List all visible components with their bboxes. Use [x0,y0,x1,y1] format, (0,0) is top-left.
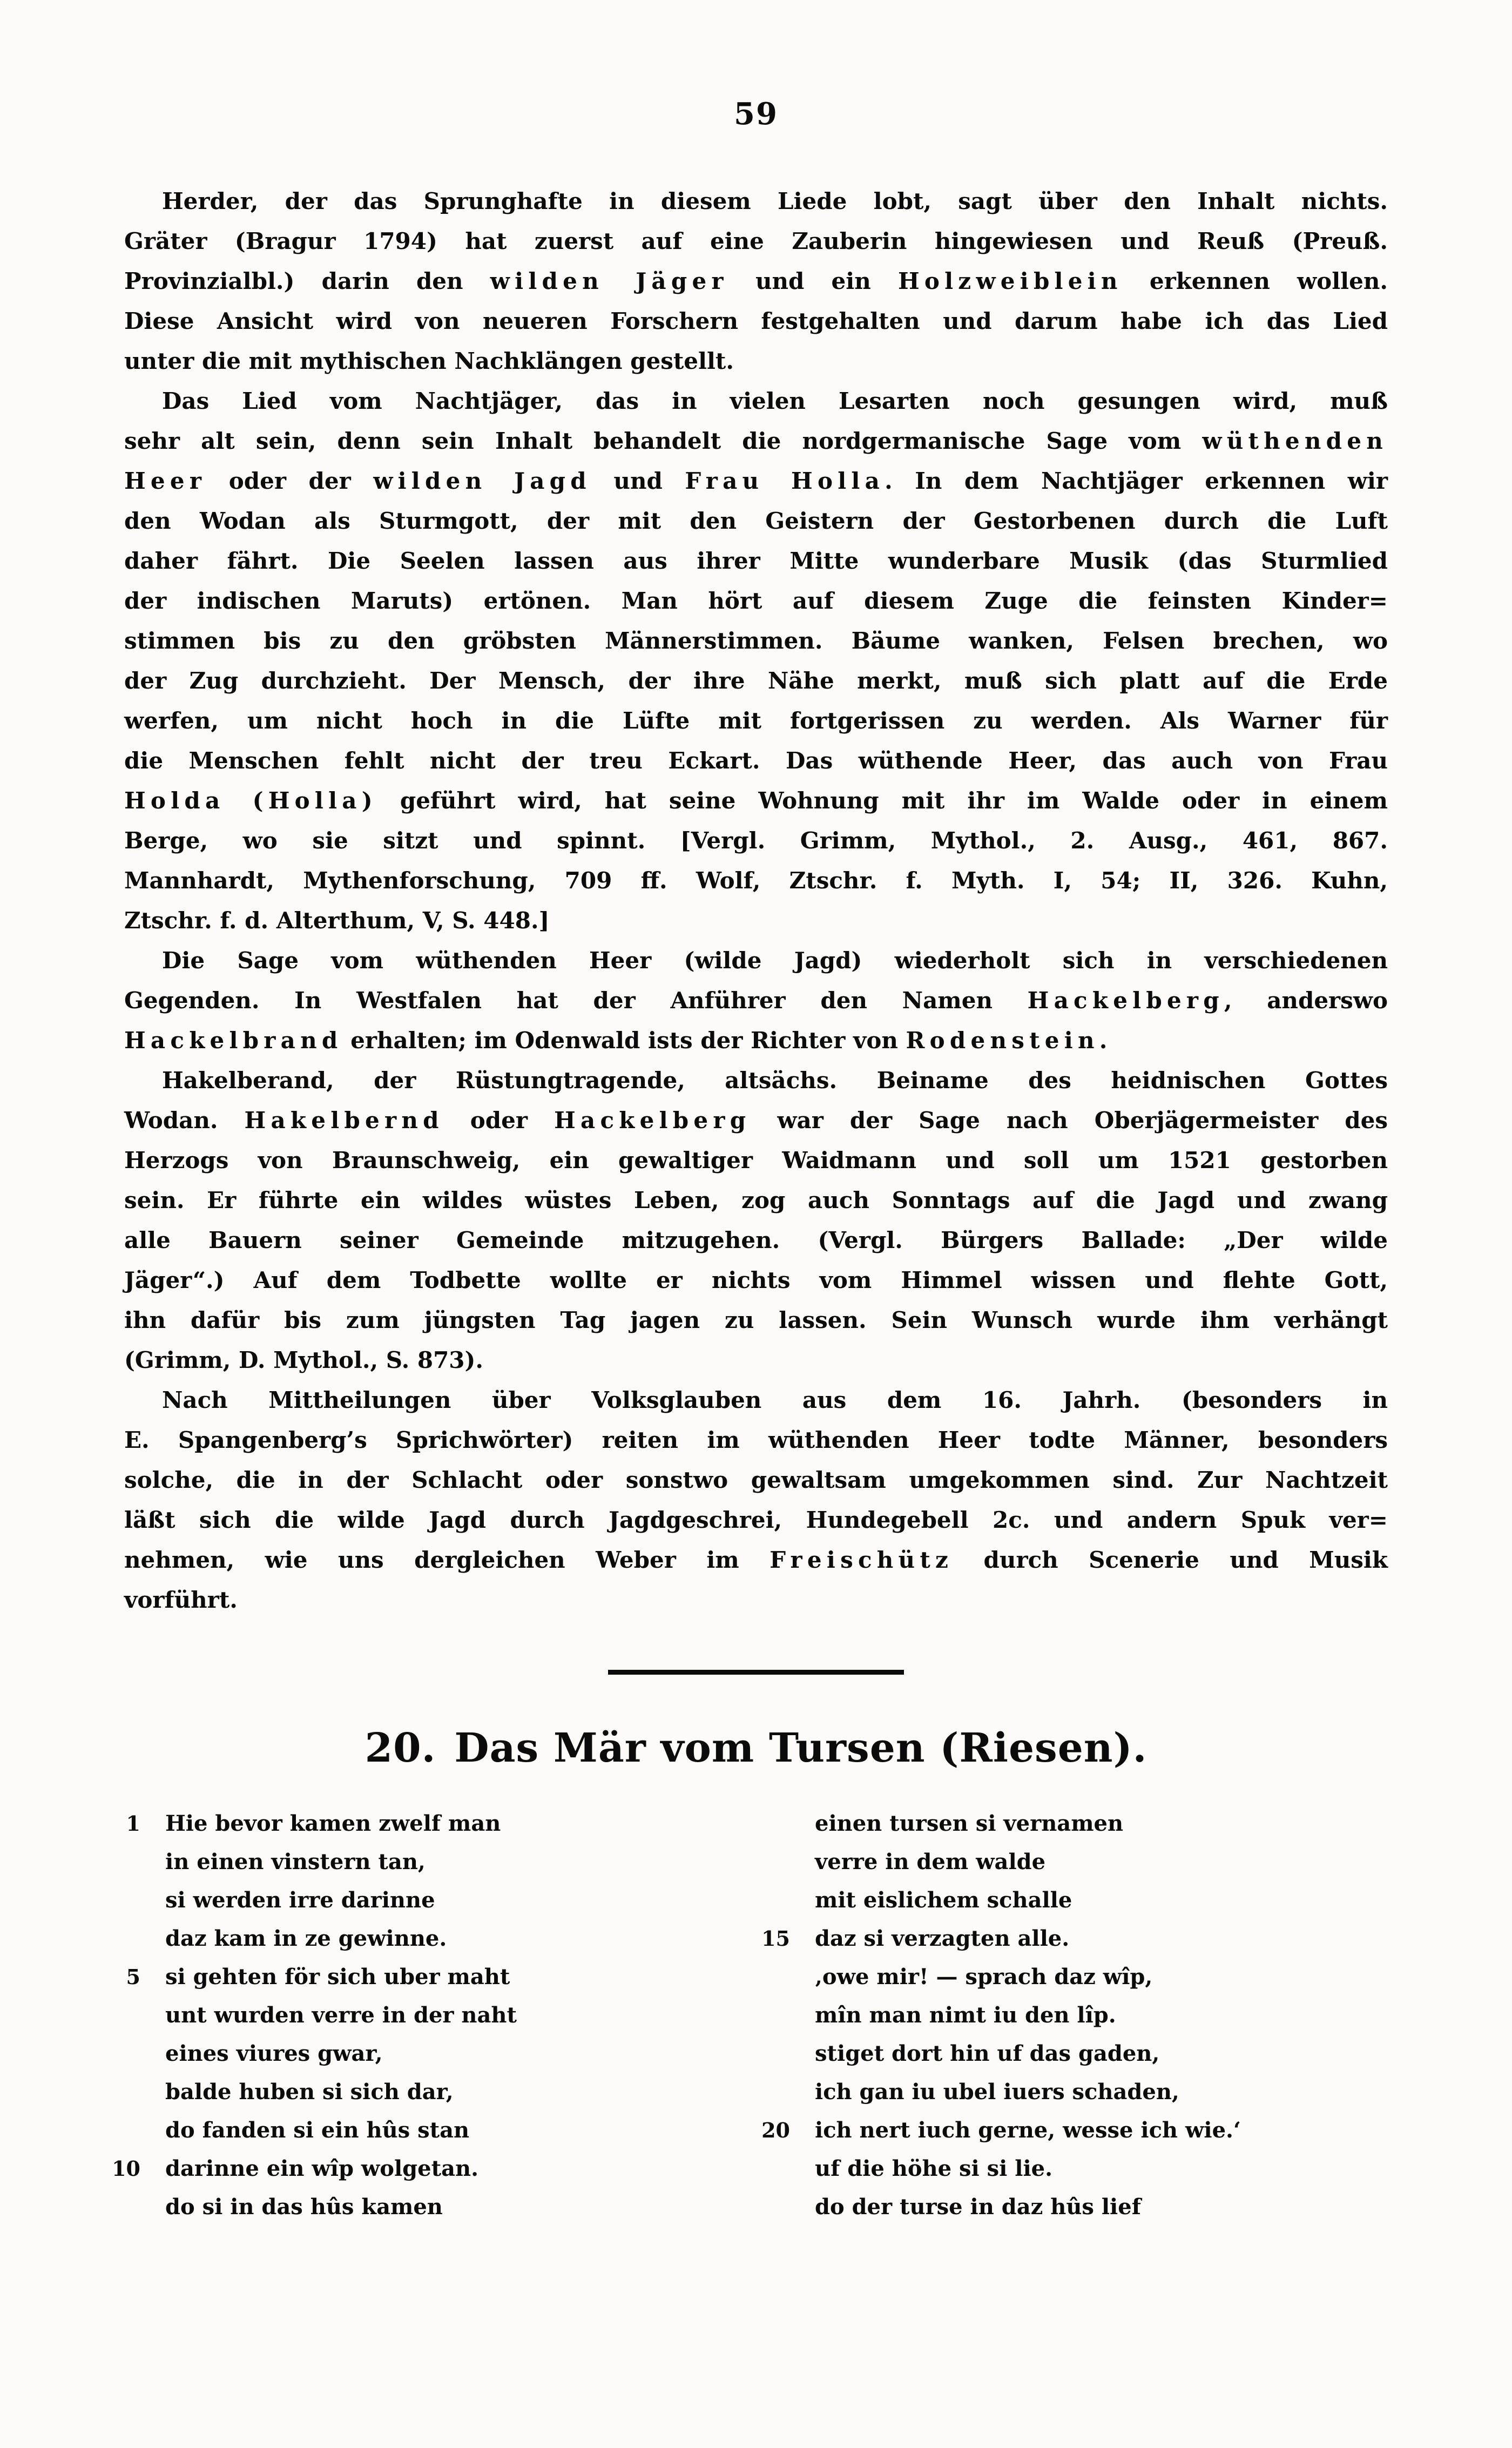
verse-text: ich nert iuch gerne, wesse ich wie.‘ [815,2117,1241,2143]
text-line [124,1220,1388,1260]
verse-line [89,2156,738,2194]
verse-text: daz si verzagten alle. [815,1926,1070,1951]
text-line [124,981,1388,1021]
verse-text: do si in das hûs kamen [165,2194,443,2220]
text-segment: unter die mit mythischen Nachklängen gestellt. [124,348,734,374]
text-segment: den Wodan als Sturmgott, der mit den Geistern der Gestorbenen durch die Luft [124,508,1388,534]
text-segment: erhalten; im Odenwald ists der Richter von [342,1027,906,1054]
text-segment: und [591,468,685,494]
text-segment: Ztschr. f. d. Alterthum, V, S. 448.] [124,907,550,934]
verse-line [738,2079,1388,2117]
text-line [124,861,1388,901]
poem-right-column [738,1811,1388,2233]
emphasized-text: Holzweiblein [897,268,1123,294]
text-segment: war der Sage nach Oberjägermeister des [751,1107,1388,1134]
verse-number: 15 [761,1926,790,1951]
text-line [124,221,1388,261]
text-line [124,181,1388,221]
text-line [124,1260,1388,1300]
text-line [124,741,1388,781]
verse-line [738,2117,1388,2156]
verse-line [738,1811,1388,1849]
text-line [124,1420,1388,1460]
text-line [124,1540,1388,1580]
text-line [124,421,1388,461]
verse-text: mit eislichem schalle [815,1887,1072,1913]
text-line [124,1580,1388,1620]
text-segment: . [1099,1027,1108,1054]
emphasized-text: Hackelbrand [124,1027,343,1054]
emphasized-text: wilden Jäger [490,268,728,294]
verse-text: daz kam in ze gewinne. [165,1926,447,1951]
verse-line [738,1887,1388,1926]
text-line [124,1061,1388,1101]
text-line [124,541,1388,581]
text-segment: Das Lied vom Nachtjäger, das in vielen Lesarten noch gesungen wird, muß [162,388,1388,414]
text-segment: alle Bauern seiner Gemeinde mitzugehen. (Vergl. Bürgers Ballade: „Der wilde [124,1227,1388,1253]
verse-text: eines viures gwar, [165,2041,383,2066]
text-segment: Berge, wo sie sitzt und spinnt. [Vergl. Grimm, Mythol., 2. Ausg., 461, 867. [124,827,1388,854]
text-segment: Herzogs von Braunschweig, ein gewaltiger Waidmann und soll um 1521 gestorben [124,1147,1388,1174]
text-segment: und ein [728,268,898,294]
text-line [124,581,1388,621]
text-segment: ihn dafür bis zum jüngsten Tag jagen zu lassen. Sein Wunsch wurde ihm verhängt [124,1307,1388,1333]
text-segment: sehr alt sein, denn sein Inhalt behandelt die nordgermanische Sage vom [124,428,1203,454]
text-line [124,1380,1388,1420]
text-line [124,1460,1388,1500]
text-segment: (Grimm, D. Mythol., S. 873). [124,1347,484,1373]
emphasized-text: Rodenstein [906,1027,1099,1054]
text-segment: vorführt. [124,1587,238,1613]
text-line [124,301,1388,341]
text-line [124,901,1388,941]
text-line [124,1101,1388,1141]
verse-line [738,2041,1388,2079]
text-line [124,1181,1388,1220]
text-segment: solche, die in der Schlacht oder sonstwo gewaltsam umgekommen sind. Zur Nachtzeit [124,1467,1388,1493]
prose [124,181,1388,1620]
emphasized-text: Frau Holla [685,468,885,494]
verse-line [738,2156,1388,2194]
verse-line [89,1926,738,1964]
text-line [124,381,1388,421]
verse-line [89,2002,738,2041]
section-number: 20. [364,1725,436,1771]
emphasized-text: Heer [124,468,207,494]
verse-number: 5 [126,1965,140,1989]
verse-text: mîn man nimt iu den lîp. [815,2002,1116,2028]
verse-line [89,2117,738,2156]
text-segment: E. Spangenberg’s Sprichwörter) reiten im wüthenden Heer todte Männer, besonders [124,1427,1388,1453]
verse-text: si gehten för sich uber maht [165,1964,510,1990]
verse-text: do fanden si ein hûs stan [165,2117,470,2143]
verse-text: verre in dem walde [815,1849,1046,1874]
text-line [124,781,1388,821]
verse-line [738,1849,1388,1887]
emphasized-text: Hackelberg [554,1107,751,1134]
text-segment: Die Sage vom wüthenden Heer (wilde Jagd) wiederholt sich in verschiedenen [162,947,1388,974]
text-segment: Provinzialbl.) darin den [124,268,490,294]
emphasized-text: Freischütz [770,1547,954,1573]
verse-line [738,1926,1388,1964]
verse-number: 20 [761,2118,790,2142]
text-segment: Nach Mittheilungen über Volksglauben aus dem 16. Jahrh. (besonders in [162,1387,1388,1413]
poem [89,1811,1388,2233]
text-line [124,501,1388,541]
text-segment: die Menschen fehlt nicht der treu Eckart. Das wüthende Heer, das auch von Frau [124,747,1388,774]
verse-text: einen tursen si vernamen [815,1811,1124,1836]
verse-line [738,1964,1388,2002]
verse-line [89,2194,738,2233]
verse-text: in einen vinstern tan, [165,1849,426,1874]
text-line [124,261,1388,301]
text-segment: Mannhardt, Mythenforschung, 709 ff. Wolf, Ztschr. f. Myth. I, 54; II, 326. Kuhn, [124,867,1388,894]
text-segment: der indischen Maruts) ertönen. Man hört auf diesem Zuge die feinsten Kinder= [124,588,1388,614]
text-segment: durch Scenerie und Musik [953,1547,1388,1573]
emphasized-text: Hakelbernd [244,1107,444,1134]
text-segment: daher fährt. Die Seelen lassen aus ihrer Mitte wunderbare Musik (das Sturmlied [124,548,1388,574]
verse-line [738,2002,1388,2041]
text-segment: oder [443,1107,555,1134]
text-line [124,461,1388,501]
text-segment: läßt sich die wilde Jagd durch Jagdgeschrei, Hundegebell 2c. und andern Spuk ver= [124,1507,1388,1533]
verse-number: 10 [112,2156,140,2181]
text-segment: sein. Er führte ein wildes wüstes Leben, zog auch Sonntags auf die Jagd und zwang [124,1187,1388,1213]
text-segment: stimmen bis zu den gröbsten Männerstimmen. Bäume wanken, Felsen brechen, wo [124,628,1388,654]
section-divider [608,1670,904,1675]
text-line [124,1500,1388,1540]
text-line [124,1141,1388,1181]
text-line [124,621,1388,661]
section-heading [124,1721,1388,1775]
text-segment: oder der [206,468,374,494]
text-segment: nehmen, wie uns dergleichen Weber im [124,1547,770,1573]
text-segment: Wodan. [124,1107,245,1134]
verse-line [89,1964,738,2002]
text-line [124,1340,1388,1380]
verse-line [89,2041,738,2079]
text-line [124,701,1388,741]
text-segment: Gegenden. In Westfalen hat der Anführer den Namen [124,987,1028,1014]
emphasized-text: wilden Jagd [373,468,591,494]
text-line [124,821,1388,861]
text-segment: Herder, der das Sprunghafte in diesem Liede lobt, sagt über den Inhalt nichts. [162,188,1388,214]
section-title: Das Mär vom Tursen (Riesen). [454,1725,1148,1771]
text-line [124,941,1388,981]
verse-line [89,1811,738,1849]
verse-text: Hie bevor kamen zwelf man [165,1811,501,1836]
text-line [124,1021,1388,1061]
verse-number: 1 [126,1811,140,1836]
emphasized-text: Hackelberg [1027,987,1224,1014]
verse-text: unt wurden verre in der naht [165,2002,517,2028]
emphasized-text: Holda (Holla) [124,787,377,814]
verse-line [89,1849,738,1887]
text-segment: Jäger“.) Auf dem Todbette wollte er nichts vom Himmel wissen und flehte Gott, [124,1267,1388,1293]
text-segment: erkennen wollen. [1122,268,1388,294]
emphasized-text: wüthenden [1202,428,1388,454]
verse-text: balde huben si sich dar, [165,2079,454,2105]
verse-text: darinne ein wîp wolgetan. [165,2156,478,2181]
page-number: 59 [734,96,778,132]
text-segment: Diese Ansicht wird von neueren Forschern festgehalten und darum habe ich das Lied [124,308,1388,334]
text-line [124,341,1388,381]
text-segment: werfen, um nicht hoch in die Lüfte mit fortgerissen zu werden. Als Warner für [124,707,1388,734]
text-segment: Hakelberand, der Rüstungtragende, altsächs. Beiname des heidnischen Gottes [162,1067,1388,1094]
verse-line [738,2194,1388,2233]
text-line [124,661,1388,701]
verse-text: si werden irre darinne [165,1887,435,1913]
text-segment: Gräter (Bragur 1794) hat zuerst auf eine Zauberin hingewiesen und Reuß (Preuß. [124,228,1388,254]
text-segment: der Zug durchzieht. Der Mensch, der ihre Nähe merkt, muß sich platt auf die Erde [124,667,1388,694]
text-segment: , anderswo [1224,987,1388,1014]
verse-text: uf die höhe si si lie. [815,2156,1053,2181]
poem-left-column [89,1811,738,2233]
verse-line [89,1887,738,1926]
verse-line [89,2079,738,2117]
verse-text: ‚owe mir! — sprach daz wîp, [815,1964,1153,1990]
text-segment: geführt wird, hat seine Wohnung mit ihr im Walde oder in einem [377,787,1388,814]
verse-text: stiget dort hin uf das gaden, [815,2041,1160,2066]
verse-text: do der turse in daz hûs lief [815,2194,1141,2220]
verse-text: ich gan iu ubel iuers schaden, [815,2079,1179,2105]
text-segment: . In dem Nachtjäger erkennen wir [885,468,1388,494]
text-line [124,1300,1388,1340]
